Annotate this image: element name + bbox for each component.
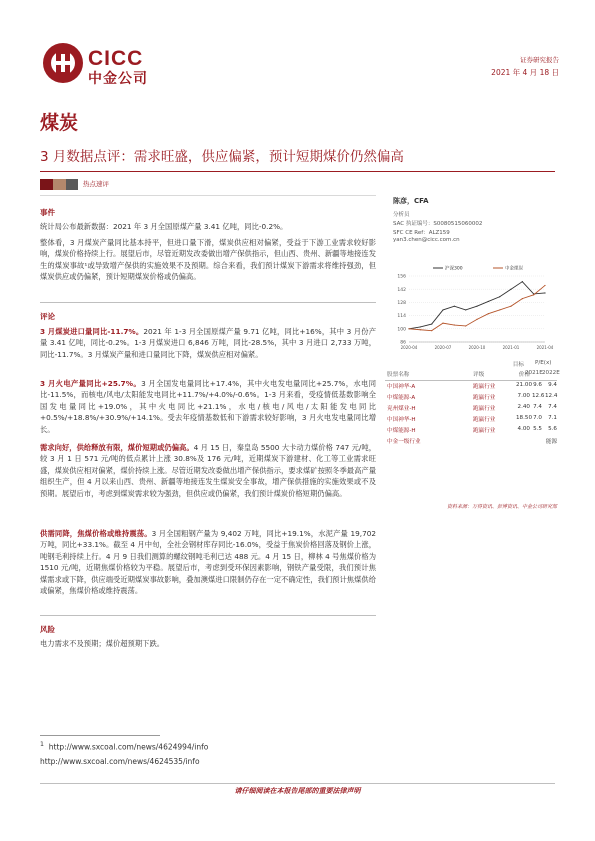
data-point	[420, 329, 421, 330]
table-row	[385, 382, 557, 392]
table-header-sub	[385, 370, 560, 380]
coking-coal-body: 3 月全国粗钢产量为 9,402 万吨，同比+19.1%，水泥产量 19,702 万吨，同比+33.1%。截至 4 月中旬，全社会钢材库存同比-16.0%，受益于焦炭价格回落及钢价上涨，吨钢毛利持续上行。4 月 9 日我们测算的螺纹钢吨毛利已达 488 元。4 月 15 日，柳林 4 号焦煤价格为 1510 元/吨，近期焦煤价格较为平稳。展望后市，考虑到受环保因素影响，钢铁产量受限，我们预计焦煤需求或下降，供应端受近期煤炭事故影响，叠加澳煤进口限制仍存在一定不确定性，我们预计焦煤供给或偏紧，焦煤价格或维持震荡。	[40, 529, 377, 596]
table-row	[385, 393, 557, 403]
footnote-1-marker: 1	[40, 741, 44, 748]
y-tick-label: 128	[397, 301, 406, 306]
data-point	[454, 324, 455, 325]
legend-label: 沪深300	[445, 266, 463, 272]
x-tick-label: 2020-07	[434, 345, 452, 350]
header-pe: P/E(x)	[535, 360, 552, 366]
source-note: 资料来源：万得资讯、彭博资讯、中金公司研究部	[446, 504, 557, 510]
risk-heading: 风险	[40, 625, 55, 634]
footnote-divider	[40, 735, 160, 736]
tag-marker	[40, 179, 78, 190]
brand-name-cn: 中金公司	[88, 71, 148, 87]
data-point	[454, 306, 455, 307]
table-row	[385, 437, 557, 447]
header-stock-name: 股票名称	[387, 372, 410, 378]
data-point	[488, 313, 489, 314]
table-row	[385, 415, 557, 425]
footnote-1-link[interactable]: http://www.sxcoal.com/news/4624994/info	[48, 742, 209, 752]
header-2022e: 2022E	[542, 370, 560, 376]
tag-divider	[40, 195, 376, 196]
event-paragraph-2: 整体看，3 月煤炭产量同比基本持平，但进口量下滑，煤炭供应相对偏紧，受益于下游工业需求较好影响，煤炭价格持续上行。展望后市，尽管近期发改委做出增产保供指示，但山西、贵州、新疆等地接连发生的煤炭事故¹或导致增产保供的实施效果不及预期。综合来看，我们预计煤炭下游需求将维持强劲，但煤炭供应或仍偏紧，预计短期煤炭价格或仍偏高。	[40, 238, 376, 282]
y-tick-label: 142	[397, 287, 406, 293]
event-paragraph-1: 统计局公布最新数据：2021 年 3 月全国原煤产量 3.41 亿吨，同比-0.2%。	[40, 222, 288, 231]
footnote-1	[40, 741, 208, 752]
stock-name: 中煤能源-A	[387, 395, 416, 401]
table-header-top	[385, 360, 557, 370]
stock-rating: 跑赢行业	[473, 384, 496, 390]
y-tick-label: 86	[400, 340, 406, 346]
stock-name: 中金一级行业	[387, 439, 421, 445]
data-point	[442, 323, 443, 324]
stock-pe-2021e: 12.6	[532, 393, 545, 399]
stock-name: 中煤能源-H	[387, 428, 416, 434]
stock-pe-2021e: 9.6	[533, 382, 542, 388]
header-rating: 评级	[473, 372, 485, 378]
data-point	[522, 298, 523, 299]
stock-price: 21.00	[516, 382, 533, 388]
analyst-sfc: SFC CE Ref：ALZ159	[393, 230, 450, 236]
header-2021e: 2021E	[525, 370, 543, 376]
data-point	[499, 309, 500, 310]
data-point	[431, 323, 432, 324]
risk-text: 电力需求不及预期；煤价超预期下跌。	[40, 639, 165, 648]
footnote-2	[40, 757, 200, 766]
event-divider	[40, 302, 376, 303]
data-point	[431, 330, 432, 331]
coking-coal-lead: 供需同降，焦煤价格或维持震荡。	[40, 529, 152, 538]
series-line	[409, 282, 545, 329]
performance-chart	[385, 262, 557, 352]
data-point	[522, 281, 523, 282]
analyst-sac: SAC 执证编号：S0080515060002	[393, 221, 483, 227]
stock-price: 7.00	[517, 393, 530, 399]
thermal-power-lead: 3 月火电产量同比+25.7%。	[40, 379, 142, 388]
coal-imports-lead: 3 月煤炭进口量同比-11.7%。	[40, 327, 144, 336]
header-price: 价格	[518, 372, 530, 378]
footnote-2-link[interactable]: http://www.sxcoal.com/news/4624535/info	[40, 757, 200, 766]
report-headline: 3 月数据点评：需求旺盛，供应偏紧，预计短期煤价仍然偏高	[40, 149, 404, 165]
data-point	[510, 306, 511, 307]
stock-name: 中国神华-A	[387, 384, 416, 390]
analyst-name: 陈彦，CFA	[393, 197, 429, 205]
event-heading: 事件	[40, 208, 55, 217]
data-point	[544, 292, 545, 293]
coal-imports-body: 2021 年 1-3 月全国原煤产量 9.71 亿吨，同比+16%，其中 3 月份产量 3.41 亿吨，同比-0.2%。1-3 月煤炭进口 6,846 万吨，同比-28.5%，其中 3 月进口 2,733 万吨，同比-11.7%。3 月煤炭产量和进口量同比下降，煤炭供应相对偏紧。	[40, 327, 376, 359]
stock-pe-2022e: 12.4	[545, 393, 558, 399]
x-tick-label: 2020-10	[468, 345, 486, 350]
coal-price-lead: 需求向好，供给释放有限，煤价短期或仍偏高。	[40, 443, 194, 452]
data-point	[510, 289, 511, 290]
stock-price: 18.50	[516, 415, 533, 421]
coal-price-body: 4 月 15 日，秦皇岛 5500 大卡动力煤价格 747 元/吨，较 3 月 1 日 571 元/吨的低点累计上涨 30.8%及 176 元/吨，近期煤炭下游建材、化工等工业需求旺盛，煤炭供应相对偏紧，煤价持续上涨。尽管近期发改委做出增产保供指示，要求煤矿按照冬季最高产量组织生产，但 4 月以来山西、贵州、新疆等地接连发生煤炭安全事故，增产保供措施的实施效果或不及预期。展望后市，考虑到煤炭需求较为强劲，但供应或仍偏紧，我们预计煤炭价格短期仍偏高。	[40, 443, 377, 498]
legend-label: 中金煤炭	[505, 266, 523, 272]
stock-pe-2022e: 能源	[545, 439, 557, 445]
data-point	[420, 326, 421, 327]
sector-title: 煤炭	[40, 112, 79, 134]
brand-name-en: CICC	[88, 47, 144, 70]
review-paragraph-thermal-power	[40, 378, 376, 435]
table-row	[385, 404, 557, 414]
report-date: 2021 年 4 月 18 日	[491, 68, 559, 77]
stock-pe-2021e: 7.0	[533, 415, 542, 421]
stock-pe-2022e: 5.6	[548, 426, 557, 432]
report-type: 证券研究报告	[520, 56, 559, 64]
series-line	[409, 285, 545, 330]
review-paragraph-coal-price	[40, 442, 376, 499]
data-point	[442, 309, 443, 310]
stock-pe-2022e: 7.1	[548, 415, 557, 421]
stock-name: 兖州煤业-H	[387, 406, 416, 412]
x-tick-label: 2021-04	[536, 345, 554, 350]
stock-rating: 跑赢行业	[473, 428, 496, 434]
review-paragraph-coking-coal	[40, 528, 376, 596]
table-row	[385, 426, 557, 436]
data-point	[476, 306, 477, 307]
x-tick-label: 2020-04	[400, 345, 418, 350]
review-heading: 评论	[40, 312, 55, 321]
table-header-divider	[385, 380, 557, 381]
stock-pe-2022e: 7.4	[548, 404, 557, 410]
header-target: 目标	[512, 362, 524, 368]
thermal-power-body: 3 月全国发电量同比+17.4%，其中火电发电量同比+25.7%，水电同比-11.5%，而核电/风电/太阳能发电同比+11.7%/+4.0%/-0.6%。1-3 月来看，受疫情低基数影响全国发电量同比+19.0%，其中火电同比+21.1%，水电/核电/风电/太阳能发电同比+0.5%/+18.8%/+30.9%/+14.1%。受去年疫情基数低和下游需求较好影响，3 月火电发电量同比增长。	[40, 379, 376, 434]
header-divider	[40, 171, 555, 172]
data-point	[465, 309, 466, 310]
legal-footer: 请仔细阅读在本报告尾部的重要法律声明	[234, 787, 361, 795]
data-point	[488, 301, 489, 302]
analyst-email[interactable]: yan3.chen@cicc.com.cn	[393, 237, 460, 243]
data-point	[499, 296, 500, 297]
x-tick-label: 2021-01	[502, 345, 520, 350]
footer-divider	[40, 783, 555, 784]
data-point	[476, 319, 477, 320]
y-tick-label: 114	[397, 314, 406, 320]
y-tick-label: 156	[397, 274, 406, 280]
data-point	[408, 328, 409, 329]
data-point	[544, 285, 545, 286]
data-point	[465, 325, 466, 326]
stock-rating: 跑赢行业	[473, 417, 496, 423]
y-tick-label: 100	[397, 327, 406, 333]
stock-price: 4.00	[517, 426, 530, 432]
stock-pe-2021e: 5.5	[533, 426, 542, 432]
tag-label: 热点速评	[83, 180, 109, 188]
review-paragraph-coal-imports	[40, 326, 376, 360]
stock-rating: 跑赢行业	[473, 406, 496, 412]
review-divider	[40, 615, 376, 616]
stock-name: 中国神华-H	[387, 417, 416, 423]
stock-pe-2021e: 7.4	[533, 404, 542, 410]
stock-rating: 跑赢行业	[473, 395, 496, 401]
analyst-role: 分析员	[393, 212, 410, 218]
data-point	[533, 294, 534, 295]
stock-pe-2022e: 9.4	[548, 382, 557, 388]
stock-price: 2.40	[517, 404, 530, 410]
